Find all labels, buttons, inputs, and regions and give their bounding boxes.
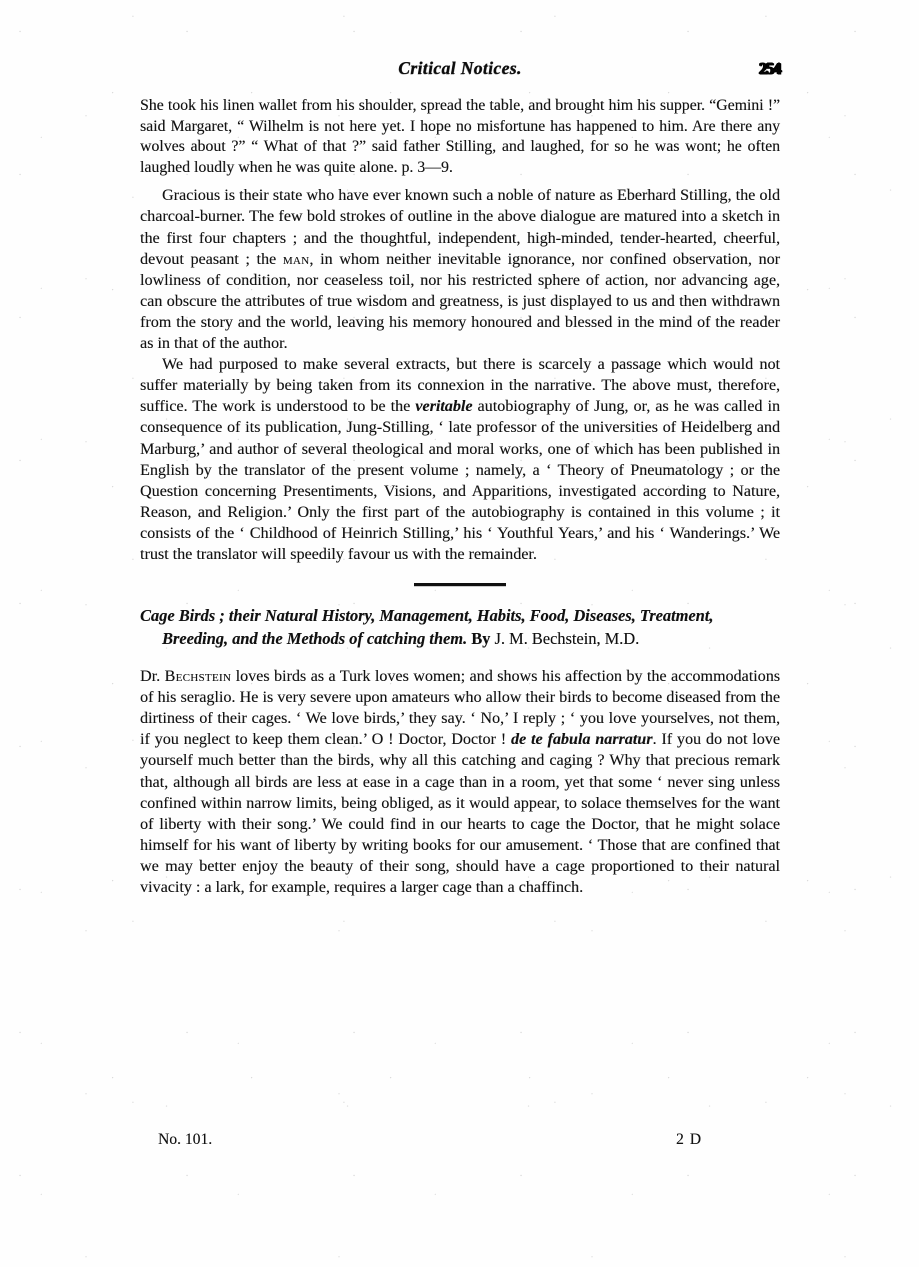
review-title-block bbox=[140, 605, 780, 650]
running-head bbox=[140, 58, 780, 84]
running-head-title: Critical Notices. bbox=[398, 58, 522, 78]
spacer bbox=[140, 650, 780, 666]
paragraph-review-body bbox=[140, 666, 780, 898]
review-body-runs: Dr. Bechstein loves birds as a Turk loves women; and shows his affection by the accommodations of his seraglio. He is very severe upon amateurs who allow their birds to become diseased from the dirtiness of their cages. ‘ We love birds,’ they say. ‘ No,’ I reply ; ‘ you love yourselves, not them, if you neglect to keep them clean.’ O ! Doctor, Doctor ! de te fabula narratur. If you do not love yourself much better than the birds, why all this catching and caging ? Why that precious remark that, although all birds are less at ease in a cage than in a room, yet that some ‘ never sing unless confined within narrow limits, being obliged, as it would appear, to solace themselves for the want of liberty with their song.’ We could find in our hearts to cage the Doctor, that he might solace himself for his want of liberty by writing books for our amusement. ‘ Those that are confined that we may better enjoy the beauty of their song, should have a cage proportioned to their natural vivacity : a lark, for example, requires a larger cage than a chaffinch. bbox=[140, 668, 780, 896]
block-quote-excerpt bbox=[140, 96, 780, 178]
excerpt-citation: p. 3—9. bbox=[401, 158, 453, 176]
section-divider bbox=[140, 565, 780, 605]
review-author: J. M. Bechstein, M.D. bbox=[494, 628, 640, 648]
paragraph-extracts bbox=[140, 354, 780, 565]
text-column bbox=[140, 96, 780, 898]
review-byline-label: By bbox=[471, 628, 491, 648]
paragraph-extracts-runs: We had purposed to make several extracts, but there is scarcely a passage which would not suffer materially by being taken from its connexion in the narrative. The above must, therefore, suffice. The work is understood to be the veritable autobiography of Jung, or, as he was called in consequence of its publication, Jung-Stilling, ‘ late professor of the universities of Heidelberg and Marburg,’ and author of several theological and moral works, one of which has been published in English by the translator of the present volume ; namely, a ‘ Theory of Pneumatology ; or the Question concerning Presentiments, Visions, and Apparitions, investigated according to Nature, Reason, and Religion.’ Only the first part of the autobiography is contained in this volume ; it consists of the ‘ Childhood of Heinrich Stilling,’ his ‘ Youthful Years,’ and his ‘ Wanderings.’ We trust the translator will speedily favour us with the remainder. bbox=[140, 356, 780, 563]
excerpt-text: She took his linen wallet from his shoulder, spread the table, and brought him his supper. “Gemini !” said Margaret, “ Wilhelm is not here yet. I hope no misfortune has happened to him. Are there any wolves about ?” “ What of that ?” said father Stilling, and laughed, for so he was wont; he often laughed loudly when he was quite alone. bbox=[140, 97, 780, 176]
spacer bbox=[140, 178, 780, 185]
page-footer bbox=[140, 1131, 780, 1153]
issue-number: No. 101. bbox=[158, 1131, 213, 1148]
review-book-title: Cage Birds ; their Natural History, Management, Habits, Food, Diseases, Treatment, Breeding, and the Methods of catching them. bbox=[140, 606, 714, 648]
signature-mark: 2 D bbox=[676, 1131, 702, 1148]
paragraph-gracious-runs: Gracious is their state who have ever known such a noble of nature as Eberhard Stilling, the old charcoal-burner. The few bold strokes of outline in the above dialogue are matured into a sketch in the first four chapters ; and the thoughtful, independent, high-minded, tender-hearted, cheerful, devout peasant ; the man, in whom neither inevitable ignorance, nor confined observation, nor lowliness of condition, nor ceaseless toil, nor his restricted sphere of action, nor advancing age, can obscure the attributes of true wisdom and greatness, is just displayed to us and then withdrawn from the story and the world, leaving his memory honoured and blessed in the mind of the reader as in that of the author. bbox=[140, 187, 780, 353]
page-folio-number: 254 bbox=[758, 59, 780, 78]
paragraph-gracious bbox=[140, 185, 780, 354]
horizontal-rule bbox=[414, 583, 506, 586]
